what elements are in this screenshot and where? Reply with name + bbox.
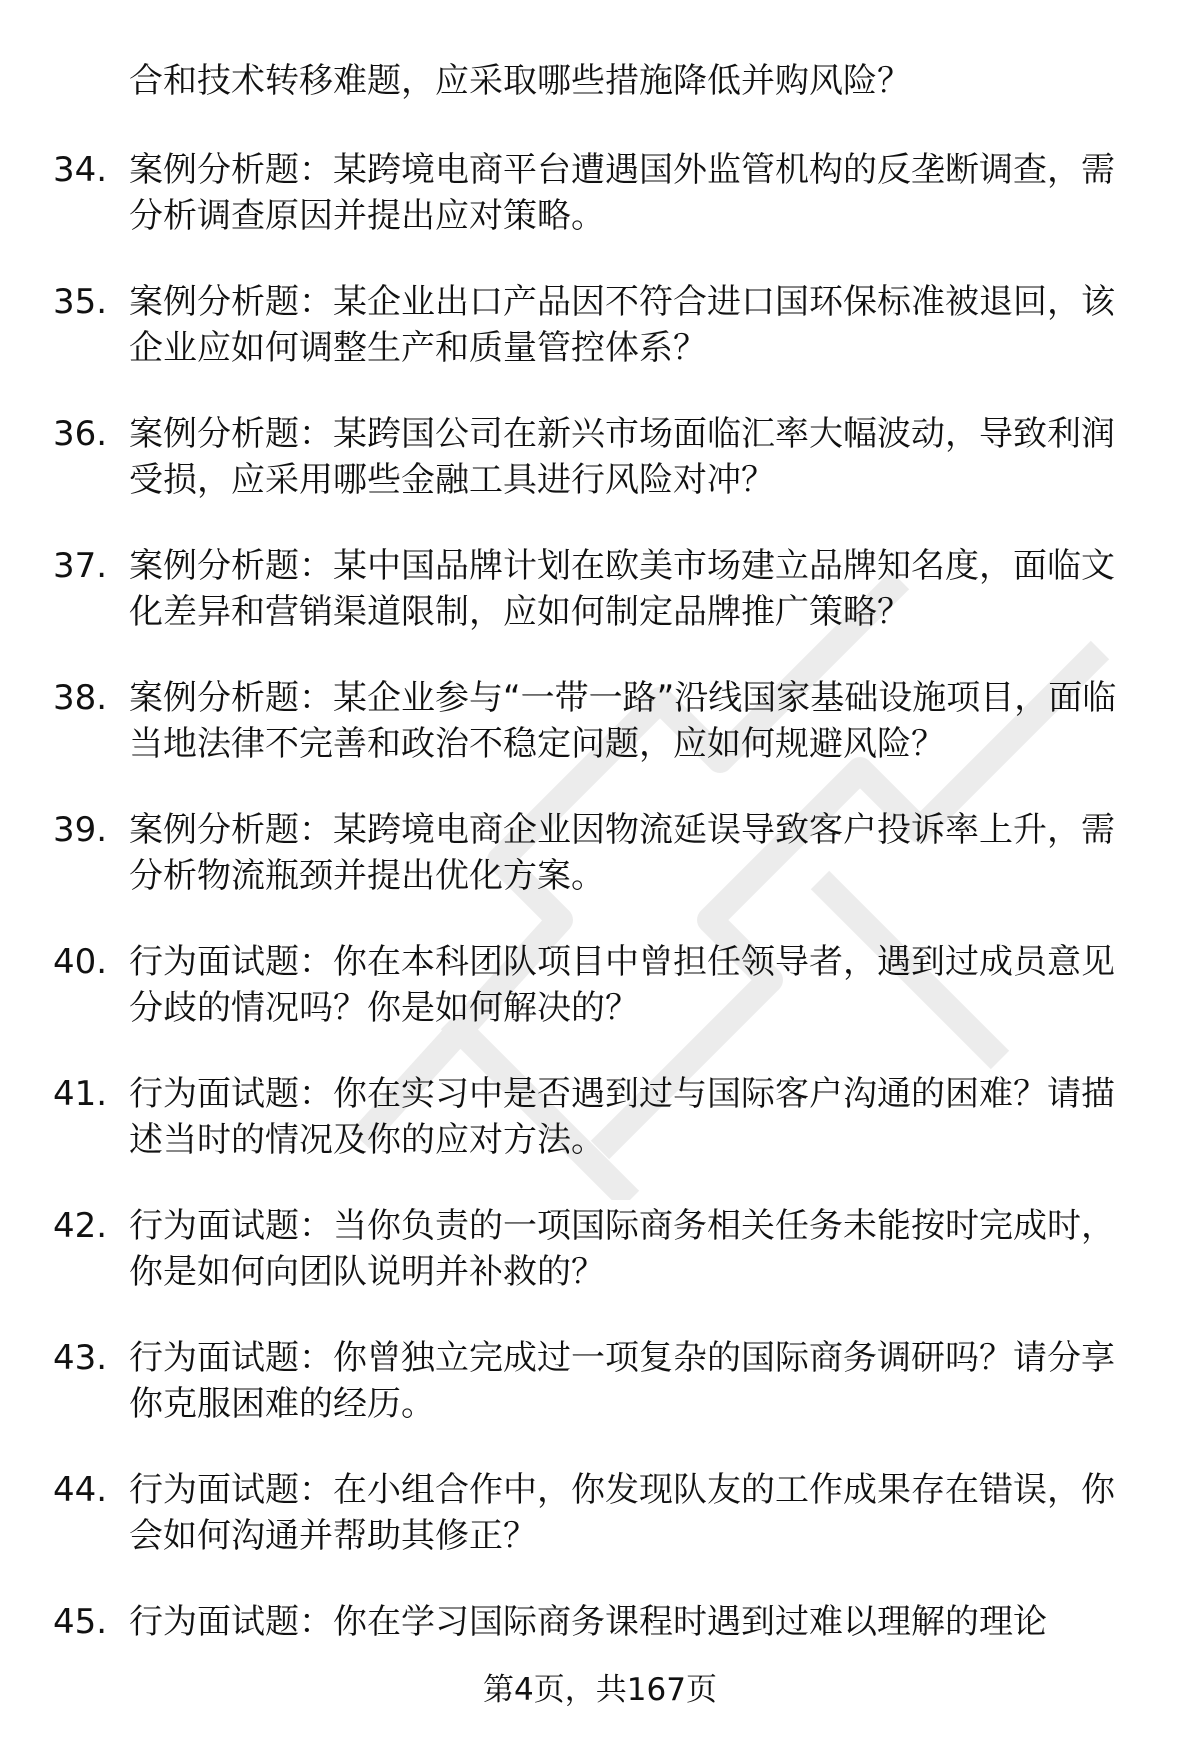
question-item [0,939,1200,1071]
question-text: 案例分析题：某跨境电商企业因物流延误导致客户投诉率上升，需分析物流瓶颈并提出优化方案。 [129,810,1115,896]
question-item [0,807,1200,939]
question-item [0,1071,1200,1203]
question-text: 案例分析题：某企业出口产品因不符合进口国环保标准被退回，该企业应如何调整生产和质量管控体系？ [129,282,1115,368]
question-number: 36. [53,414,108,454]
question-item [0,147,1200,279]
question-number: 42. [53,1206,108,1246]
continued-question-text: 合和技术转移难题，应采取哪些措施降低并购风险？ [129,61,911,101]
question-number: 35. [53,282,108,322]
question-text: 行为面试题：你曾独立完成过一项复杂的国际商务调研吗？请分享你克服困难的经历。 [129,1338,1115,1424]
question-number: 41. [53,1074,108,1114]
question-text: 案例分析题：某企业参与“一带一路”沿线国家基础设施项目，面临当地法律不完善和政治不稳定问题，应如何规避风险？ [129,678,1117,764]
page-footer: 第4页，共167页 [483,1672,717,1708]
question-text: 行为面试题：你在实习中是否遇到过与国际客户沟通的困难？请描述当时的情况及你的应对方法。 [129,1074,1115,1160]
question-text: 行为面试题：当你负责的一项国际商务相关任务未能按时完成时，你是如何向团队说明并补救的？ [129,1206,1115,1292]
question-text: 行为面试题：你在学习国际商务课程时遇到过难以理解的理论 [129,1602,1047,1642]
question-item [0,279,1200,411]
question-text: 案例分析题：某跨境电商平台遭遇国外监管机构的反垄断调查，需分析调查原因并提出应对策略。 [129,150,1115,236]
question-number: 34. [53,150,108,190]
question-text: 行为面试题：在小组合作中，你发现队友的工作成果存在错误，你会如何沟通并帮助其修正？ [129,1470,1115,1556]
question-number: 45. [53,1602,108,1642]
question-number: 43. [53,1338,108,1378]
question-text: 案例分析题：某中国品牌计划在欧美市场建立品牌知名度，面临文化差异和营销渠道限制，应如何制定品牌推广策略？ [129,546,1115,632]
question-item [0,543,1200,675]
question-item [0,1335,1200,1467]
question-item [0,411,1200,543]
question-number: 39. [53,810,108,850]
question-number: 37. [53,546,108,586]
question-item [0,1599,1200,1731]
question-number: 40. [53,942,108,982]
question-item [0,675,1200,807]
question-text: 案例分析题：某跨国公司在新兴市场面临汇率大幅波动，导致利润受损，应采用哪些金融工具进行风险对冲？ [129,414,1115,500]
question-text: 行为面试题：你在本科团队项目中曾担任领导者，遇到过成员意见分歧的情况吗？你是如何解决的？ [129,942,1115,1028]
question-item [0,1467,1200,1599]
question-number: 44. [53,1470,108,1510]
question-list [0,147,1200,1731]
question-item [0,1203,1200,1335]
question-number: 38. [53,678,108,718]
